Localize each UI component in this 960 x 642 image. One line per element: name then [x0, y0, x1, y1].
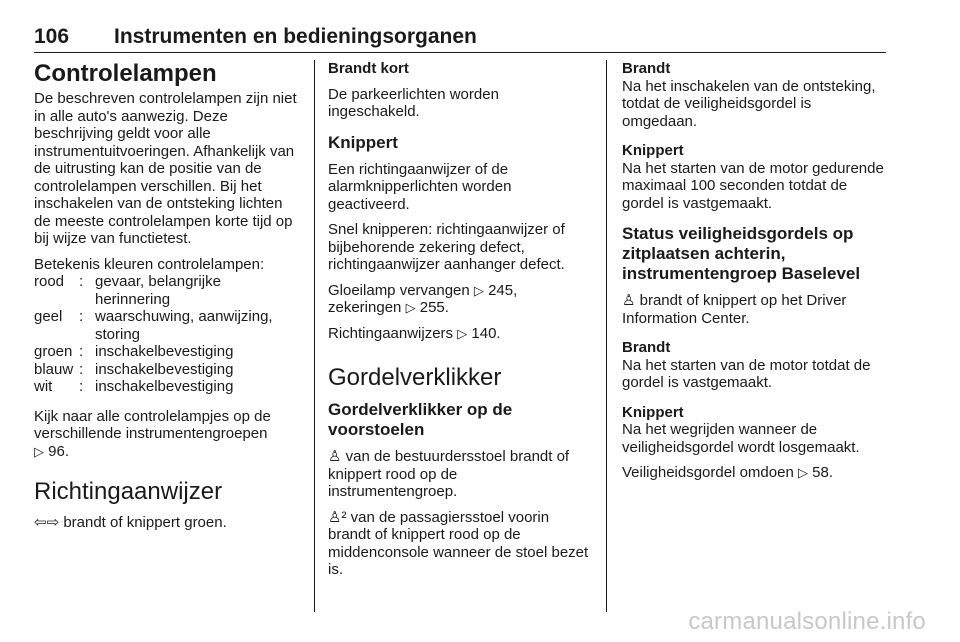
color-separator: : [79, 308, 84, 325]
reference-arrow-icon: ▷ [457, 325, 468, 341]
color-separator: : [79, 273, 84, 290]
fuse-reference: 255. [419, 299, 449, 316]
instruments-paragraph [34, 408, 300, 461]
reference-arrow-icon: ▷ [34, 443, 44, 459]
brandt-kort-text: De parkeerlichten worden ingeschakeld. [328, 85, 499, 120]
seatbelt-icon: ♙ [622, 292, 636, 309]
color-name: rood [34, 273, 65, 290]
page-title: Instrumenten en bedieningsorganen [114, 25, 477, 48]
fasten-seatbelt-reference: 58. [812, 464, 833, 481]
instruments-reference: 96. [48, 442, 70, 460]
bulb-reference: 245, zekeringen [328, 281, 518, 316]
turn-signal-paragraph [34, 514, 300, 532]
column-divider [606, 60, 607, 612]
reference-arrow-icon: ▷ [405, 300, 416, 315]
brandt-text: Na het inschakelen van de ontsteking, totdat de veiligheidsgordel is omgedaan. [622, 77, 876, 130]
turn-signals-paragraph [328, 325, 590, 343]
color-separator: : [79, 378, 84, 395]
brandt-title: Brandt [622, 60, 671, 77]
table-row [34, 361, 300, 379]
color-description: gevaar, belangrijke herinnering [95, 273, 221, 308]
table-row [34, 308, 300, 343]
turn-signals-text: Richtingaanwijzers [328, 324, 454, 342]
table-row [34, 343, 300, 361]
color-description: inschakelbevestiging [95, 360, 234, 378]
color-separator: : [79, 343, 84, 360]
color-legend-table [34, 273, 300, 396]
bulb-paragraph [328, 282, 590, 317]
reference-arrow-icon: ▷ [473, 282, 484, 298]
section-heading-controlelampen: Controlelampen [34, 60, 217, 87]
fasten-seatbelt-text: Veiligheidsgordel omdoen [622, 464, 794, 481]
seatbelt-icon: ♙ [328, 448, 342, 465]
header-divider [34, 52, 886, 53]
turn-signals-reference: 140. [471, 324, 501, 342]
rear-seats-text: brandt of knippert op het Driver Information Center. [622, 292, 847, 327]
driver-seat-paragraph [328, 448, 590, 501]
color-description: inschakelbevestiging [95, 343, 234, 360]
knippert-text-1: Een richtingaanwijzer of de alarmknipperlichten worden geactiveerd. [328, 160, 512, 213]
reference-arrow-icon: ▷ [797, 465, 808, 480]
instruments-text: Kijk naar alle controlelampjes op de verschillende instrumentengroepen [34, 407, 271, 442]
column-3 [622, 60, 888, 490]
color-description: inschakelbevestiging [95, 378, 234, 395]
knippert-text-2: Na het wegrijden wanneer de veiligheidsgordel wordt losgemaakt. [622, 421, 860, 456]
knippert-title-2: Knippert [622, 403, 684, 421]
fasten-seatbelt-paragraph [622, 464, 888, 482]
color-separator: : [79, 360, 84, 378]
page-number: 106 [34, 25, 70, 48]
page-header [34, 25, 886, 51]
rear-seats-heading: Status veiligheidsgordels op zitplaatsen achterin, instrumentengroep Baselevel [622, 224, 861, 283]
table-row [34, 273, 300, 308]
watermark: carmanualsonline.info [688, 608, 926, 635]
intro-paragraph: De beschreven controlelampen zijn niet in alle auto's aanwezig. Deze beschrijving geldt voor alle instrumentuitvoeringen. Afhankelijk van de uitrusting kan de positie van de controlelampen verschillen. Bij het inschakelen van de ontsteking lichten de meeste controlelampen korte tijd op bij wijze van functietest. [34, 90, 297, 247]
color-name: geel [34, 308, 63, 325]
column-divider [314, 60, 315, 612]
section-heading-richtingaanwijzer: Richtingaanwijzer [34, 478, 223, 505]
bulb-text: Gloeilamp vervangen [328, 281, 470, 299]
brandt-text-2: Na het starten van de motor totdat de gordel is vastgemaakt. [622, 356, 871, 391]
knippert-text-2: Snel knipperen: richtingaanwijzer of bijbehorende zekering defect, richtingaanwijzer aanhanger defect. [328, 221, 565, 273]
brandt-kort-title: Brandt kort [328, 60, 409, 77]
turn-signal-icon: ⇦⇨ [34, 514, 60, 531]
knippert-text: Na het starten van de motor gedurende maximaal 100 seconden totdat de gordel is vastgemaakt. [622, 159, 884, 212]
passenger-seat-paragraph [328, 509, 590, 579]
front-seats-heading: Gordelverklikker op de voorstoelen [328, 400, 513, 439]
knippert-title: Knippert [622, 142, 684, 159]
section-heading-gordelverklikker: Gordelverklikker [328, 364, 502, 391]
driver-seat-text: van de bestuurdersstoel brandt of knippert rood op de instrumentengroep. [328, 448, 570, 500]
table-row [34, 378, 300, 396]
column-1 [34, 60, 300, 540]
brandt-title-2: Brandt [622, 339, 671, 356]
turn-signal-text: brandt of knippert groen. [63, 514, 227, 531]
knippert-title: Knippert [328, 132, 398, 152]
color-description: waarschuwing, aanwijzing, storing [95, 308, 273, 343]
column-2 [328, 60, 590, 587]
color-name: groen [34, 343, 73, 360]
seatbelt-passenger-icon: ♙² [328, 508, 347, 526]
rear-seats-paragraph [622, 292, 888, 327]
color-name: wit [34, 378, 53, 395]
colors-label: Betekenis kleuren controlelampen: [34, 255, 265, 273]
passenger-seat-text: van de passagiersstoel voorin brandt of knippert rood op de middenconsole wanneer de stoel bezet is. [328, 508, 589, 578]
color-name: blauw [34, 360, 74, 378]
